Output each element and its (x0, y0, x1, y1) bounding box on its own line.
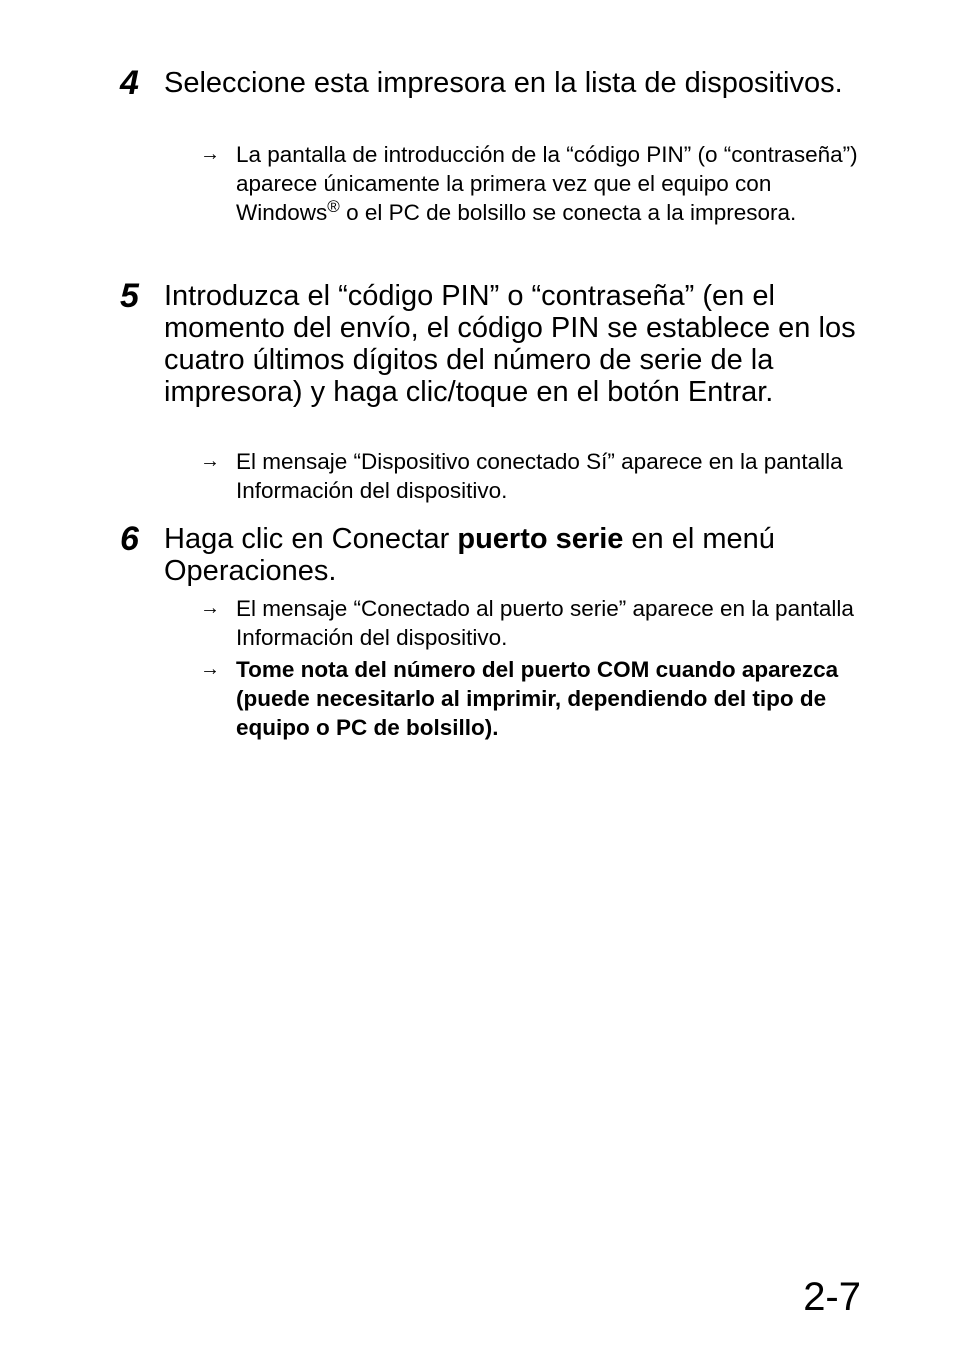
step-note (200, 140, 860, 227)
step-number: 5 (120, 277, 139, 315)
step-note (200, 447, 860, 505)
arrow-right-icon: → (200, 143, 220, 165)
page-number: 2-7 (803, 1275, 861, 1319)
note-text: La pantalla de introducción de la “código PIN” (o “contraseña”) aparece únicamente la primera vez que el equipo con Windows® o el PC de bolsillo se conecta a la impresora. (236, 142, 858, 225)
note-text: Tome nota del número del puerto COM cuando aparezca (puede necesitarlo al imprimir, dependiendo del tipo de equipo o PC de bolsillo). (236, 657, 839, 740)
arrow-right-icon: → (200, 450, 220, 472)
note-text: El mensaje “Dispositivo conectado Sí” aparece en la pantalla Información del dispositivo. (236, 449, 843, 503)
step-instruction: Haga clic en Conectar puerto serie en el menú Operaciones. (164, 523, 775, 587)
registered-mark: ® (327, 197, 340, 216)
step-instruction: Seleccione esta impresora en la lista de dispositivos. (164, 67, 843, 99)
step-note (200, 594, 860, 652)
step-number: 4 (120, 64, 139, 102)
note-text: El mensaje “Conectado al puerto serie” aparece en la pantalla Información del dispositivo. (236, 596, 854, 650)
step-instruction: Introduzca el “código PIN” o “contraseña” (en el momento del envío, el código PIN se establece en los cuatro últimos dígitos del número de serie de la impresora) y haga clic/toque en el botón Entrar. (164, 280, 856, 408)
arrow-right-icon: → (200, 597, 220, 619)
menu-item-puerto-serie: puerto serie (457, 523, 624, 555)
arrow-right-icon: → (200, 658, 220, 680)
step-number: 6 (120, 520, 139, 558)
step-note-important (200, 655, 860, 742)
